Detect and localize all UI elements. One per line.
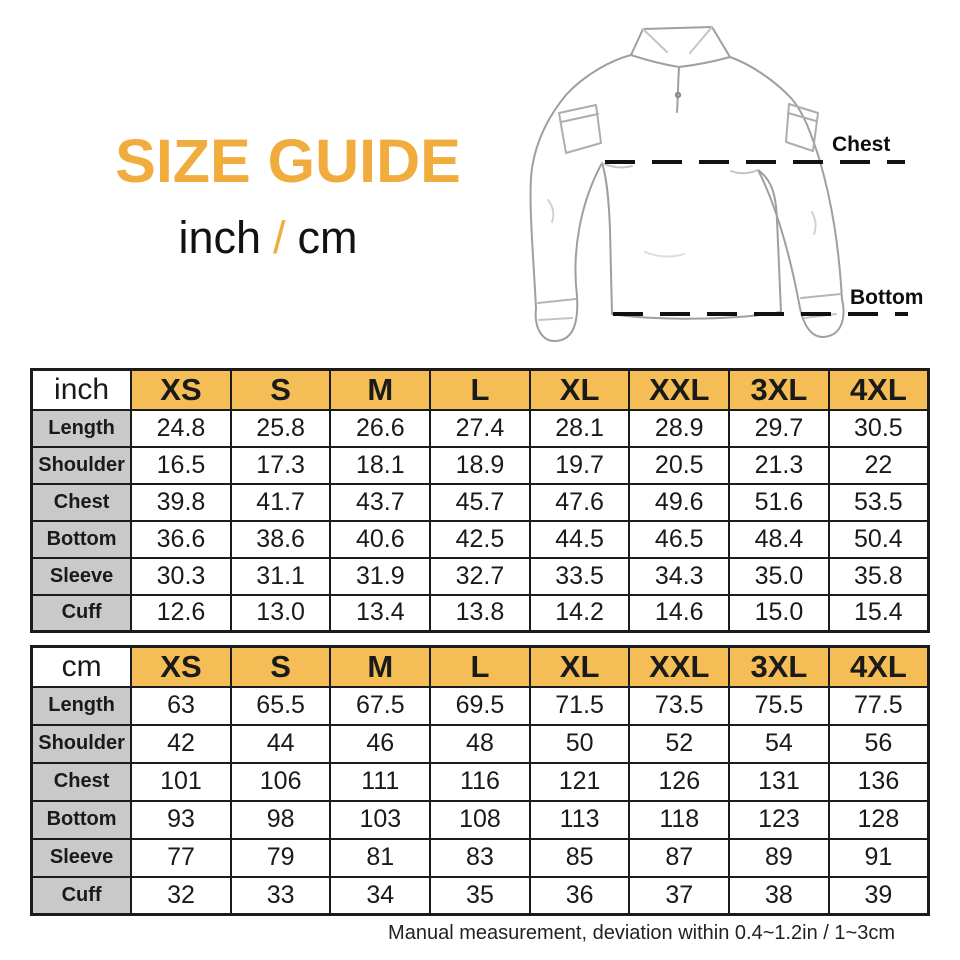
size-value-cell: 121 — [530, 763, 630, 801]
size-column-header: XXL — [629, 647, 729, 687]
size-column-header: XL — [530, 647, 630, 687]
size-value-cell: 52 — [629, 725, 729, 763]
measurement-footnote: Manual measurement, deviation within 0.4~1.2in / 1~3cm — [388, 922, 895, 944]
size-value-cell: 77 — [131, 839, 231, 877]
measurement-row-label: Shoulder — [32, 447, 132, 484]
size-column-header: 4XL — [829, 647, 929, 687]
size-value-cell: 65.5 — [231, 687, 331, 725]
size-value-cell: 67.5 — [330, 687, 430, 725]
measurement-row-label: Cuff — [32, 595, 132, 632]
cm-size-table — [30, 645, 930, 916]
size-value-cell: 35.8 — [829, 558, 929, 595]
size-value-cell: 17.3 — [231, 447, 331, 484]
size-value-cell: 45.7 — [430, 484, 530, 521]
size-column-header: S — [231, 647, 331, 687]
unit-subtitle — [40, 212, 496, 264]
unit-cm-text: cm — [297, 212, 358, 263]
size-value-cell: 123 — [729, 801, 829, 839]
size-value-cell: 33.5 — [530, 558, 630, 595]
size-value-cell: 50.4 — [829, 521, 929, 558]
unit-slash: / — [273, 212, 286, 263]
measurement-row — [32, 877, 929, 915]
size-value-cell: 34.3 — [629, 558, 729, 595]
size-value-cell: 48 — [430, 725, 530, 763]
size-value-cell: 24.8 — [131, 410, 231, 447]
measurement-row — [32, 687, 929, 725]
size-header-row — [32, 647, 929, 687]
size-value-cell: 27.4 — [430, 410, 530, 447]
size-value-cell: 69.5 — [430, 687, 530, 725]
unit-header-cell: cm — [32, 647, 132, 687]
measurement-row — [32, 447, 929, 484]
size-column-header: M — [330, 647, 430, 687]
measurement-row — [32, 558, 929, 595]
size-value-cell: 77.5 — [829, 687, 929, 725]
size-value-cell: 42.5 — [430, 521, 530, 558]
size-value-cell: 25.8 — [231, 410, 331, 447]
size-value-cell: 87 — [629, 839, 729, 877]
unit-inch-text: inch — [178, 212, 262, 263]
size-value-cell: 46 — [330, 725, 430, 763]
size-value-cell: 32 — [131, 877, 231, 915]
size-value-cell: 41.7 — [231, 484, 331, 521]
size-value-cell: 28.1 — [530, 410, 630, 447]
size-value-cell: 116 — [430, 763, 530, 801]
size-value-cell: 79 — [231, 839, 331, 877]
measurement-row-label: Sleeve — [32, 839, 132, 877]
size-value-cell: 31.1 — [231, 558, 331, 595]
size-value-cell: 89 — [729, 839, 829, 877]
size-column-header: M — [330, 370, 430, 410]
size-value-cell: 71.5 — [530, 687, 630, 725]
measurement-row — [32, 725, 929, 763]
size-value-cell: 81 — [330, 839, 430, 877]
size-value-cell: 46.5 — [629, 521, 729, 558]
size-value-cell: 28.9 — [629, 410, 729, 447]
size-column-header: XS — [131, 370, 231, 410]
size-column-header: XS — [131, 647, 231, 687]
size-value-cell: 29.7 — [729, 410, 829, 447]
size-value-cell: 85 — [530, 839, 630, 877]
page-title: SIZE GUIDE — [115, 127, 461, 195]
inch-size-table — [30, 368, 930, 633]
size-value-cell: 128 — [829, 801, 929, 839]
measurement-row-label: Chest — [32, 763, 132, 801]
measurement-row — [32, 839, 929, 877]
size-value-cell: 35 — [430, 877, 530, 915]
measurement-row-label: Length — [32, 687, 132, 725]
size-value-cell: 131 — [729, 763, 829, 801]
size-value-cell: 44 — [231, 725, 331, 763]
size-value-cell: 34 — [330, 877, 430, 915]
size-column-header: 3XL — [729, 370, 829, 410]
measurement-row-label: Shoulder — [32, 725, 132, 763]
measurement-row — [32, 763, 929, 801]
size-value-cell: 98 — [231, 801, 331, 839]
size-value-cell: 111 — [330, 763, 430, 801]
size-value-cell: 16.5 — [131, 447, 231, 484]
measurement-row — [32, 521, 929, 558]
shirt-outline — [531, 27, 844, 341]
size-value-cell: 106 — [231, 763, 331, 801]
size-column-header: S — [231, 370, 331, 410]
measurement-row-label: Cuff — [32, 877, 132, 915]
size-value-cell: 42 — [131, 725, 231, 763]
size-value-cell: 18.1 — [330, 447, 430, 484]
size-value-cell: 54 — [729, 725, 829, 763]
size-value-cell: 43.7 — [330, 484, 430, 521]
measurement-row — [32, 801, 929, 839]
size-value-cell: 49.6 — [629, 484, 729, 521]
size-value-cell: 12.6 — [131, 595, 231, 632]
measurement-row-label: Length — [32, 410, 132, 447]
size-value-cell: 136 — [829, 763, 929, 801]
size-column-header: L — [430, 647, 530, 687]
size-value-cell: 33 — [231, 877, 331, 915]
size-column-header: L — [430, 370, 530, 410]
chest-measure-label: Chest — [832, 133, 891, 156]
size-value-cell: 56 — [829, 725, 929, 763]
size-value-cell: 51.6 — [729, 484, 829, 521]
size-value-cell: 13.4 — [330, 595, 430, 632]
size-value-cell: 44.5 — [530, 521, 630, 558]
size-value-cell: 13.0 — [231, 595, 331, 632]
size-value-cell: 83 — [430, 839, 530, 877]
size-value-cell: 38.6 — [231, 521, 331, 558]
size-value-cell: 38 — [729, 877, 829, 915]
size-column-header: 4XL — [829, 370, 929, 410]
size-value-cell: 93 — [131, 801, 231, 839]
size-value-cell: 91 — [829, 839, 929, 877]
size-value-cell: 14.2 — [530, 595, 630, 632]
size-value-cell: 21.3 — [729, 447, 829, 484]
size-value-cell: 101 — [131, 763, 231, 801]
measurement-row-label: Bottom — [32, 801, 132, 839]
size-value-cell: 36 — [530, 877, 630, 915]
size-value-cell: 118 — [629, 801, 729, 839]
size-value-cell: 15.0 — [729, 595, 829, 632]
size-column-header: XXL — [629, 370, 729, 410]
unit-header-cell: inch — [32, 370, 132, 410]
size-value-cell: 20.5 — [629, 447, 729, 484]
size-value-cell: 36.6 — [131, 521, 231, 558]
size-value-cell: 30.5 — [829, 410, 929, 447]
size-value-cell: 126 — [629, 763, 729, 801]
size-value-cell: 37 — [629, 877, 729, 915]
size-value-cell: 26.6 — [330, 410, 430, 447]
size-header-row — [32, 370, 929, 410]
size-column-header: XL — [530, 370, 630, 410]
size-value-cell: 73.5 — [629, 687, 729, 725]
size-value-cell: 39 — [829, 877, 929, 915]
size-value-cell: 35.0 — [729, 558, 829, 595]
size-value-cell: 103 — [330, 801, 430, 839]
measurement-row — [32, 484, 929, 521]
size-value-cell: 15.4 — [829, 595, 929, 632]
size-value-cell: 50 — [530, 725, 630, 763]
size-value-cell: 13.8 — [430, 595, 530, 632]
size-column-header: 3XL — [729, 647, 829, 687]
bottom-measure-label: Bottom — [850, 286, 924, 309]
measurement-row — [32, 595, 929, 632]
size-value-cell: 19.7 — [530, 447, 630, 484]
size-value-cell: 32.7 — [430, 558, 530, 595]
size-value-cell: 18.9 — [430, 447, 530, 484]
size-value-cell: 39.8 — [131, 484, 231, 521]
size-value-cell: 53.5 — [829, 484, 929, 521]
size-value-cell: 48.4 — [729, 521, 829, 558]
size-value-cell: 75.5 — [729, 687, 829, 725]
size-value-cell: 31.9 — [330, 558, 430, 595]
size-value-cell: 113 — [530, 801, 630, 839]
size-value-cell: 22 — [829, 447, 929, 484]
measurement-row — [32, 410, 929, 447]
measurement-row-label: Sleeve — [32, 558, 132, 595]
size-value-cell: 63 — [131, 687, 231, 725]
size-value-cell: 47.6 — [530, 484, 630, 521]
size-value-cell: 108 — [430, 801, 530, 839]
size-value-cell: 14.6 — [629, 595, 729, 632]
measurement-row-label: Chest — [32, 484, 132, 521]
measurement-row-label: Bottom — [32, 521, 132, 558]
size-value-cell: 30.3 — [131, 558, 231, 595]
size-value-cell: 40.6 — [330, 521, 430, 558]
